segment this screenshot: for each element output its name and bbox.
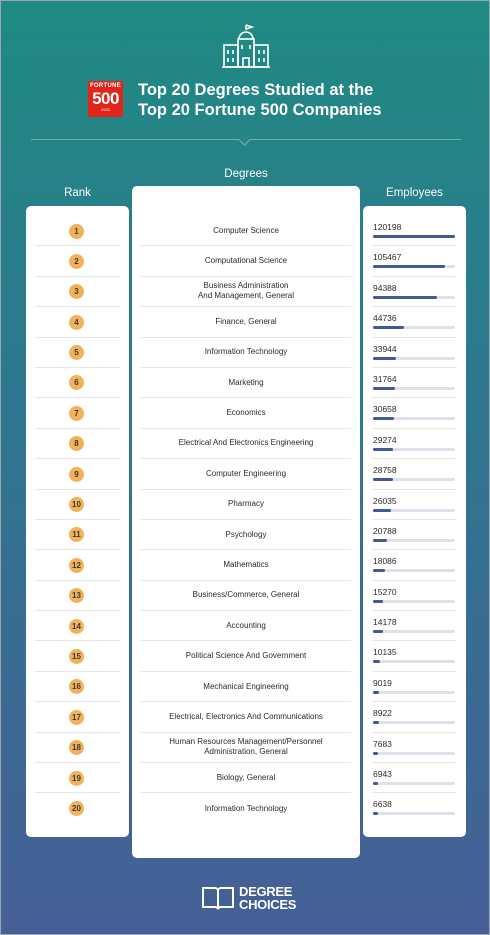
bar-track (373, 448, 455, 451)
employee-bar (373, 417, 394, 420)
degree-row (141, 398, 351, 428)
employee-row (372, 368, 457, 398)
bar-track (373, 782, 455, 785)
bar-track (373, 660, 455, 663)
employee-bar (373, 539, 387, 542)
degree-row (141, 459, 351, 489)
degrees-column-title: Degrees (224, 168, 268, 180)
degree-row (141, 550, 351, 580)
bar-track (373, 357, 455, 360)
rank-badge: 5 (69, 345, 84, 360)
employee-bar (373, 509, 391, 512)
degrees-list (132, 216, 360, 824)
rank-row (35, 459, 120, 489)
degree-row (141, 490, 351, 520)
rank-row (35, 277, 120, 307)
employee-count-label: 18086 (373, 556, 397, 567)
rank-row (35, 581, 120, 611)
rank-row (35, 338, 120, 368)
rank-badge: 9 (69, 467, 84, 482)
employee-row (372, 429, 457, 459)
rank-badge: 4 (69, 315, 84, 330)
employee-bar (373, 752, 378, 755)
degree-label: Information Technology (204, 803, 288, 813)
employee-row (372, 307, 457, 337)
degree-row (141, 611, 351, 641)
page-title (138, 80, 438, 120)
employee-bar (373, 448, 393, 451)
employee-bar (373, 812, 378, 815)
bar-track (373, 752, 455, 755)
fortune-logo-year: 2022 (101, 107, 110, 112)
degree-label: Economics (226, 408, 266, 418)
bar-track (373, 296, 455, 299)
rank-row (35, 763, 120, 793)
rank-badge: 2 (69, 254, 84, 269)
degree-row (141, 338, 351, 368)
employee-bar (373, 600, 383, 603)
rank-row (35, 398, 120, 428)
rank-badge: 10 (69, 497, 84, 512)
employees-list (363, 216, 466, 824)
degree-label: Finance, General (215, 316, 277, 326)
brand-line-2: CHOICES (239, 897, 297, 912)
brand-line-1: DEGREE (239, 884, 293, 899)
degree-row (141, 307, 351, 337)
title-line-1: Top 20 Degrees Studied at the (138, 81, 374, 99)
bar-track (373, 478, 455, 481)
employees-panel (363, 206, 466, 837)
rank-badge: 7 (69, 406, 84, 421)
employee-bar (373, 721, 379, 724)
employees-column-title: Employees (386, 187, 443, 199)
degree-row (141, 581, 351, 611)
rank-row (35, 307, 120, 337)
degree-label: Marketing (228, 377, 264, 387)
employee-count-label: 33944 (373, 343, 397, 354)
rank-badge: 16 (69, 679, 84, 694)
rank-badge: 17 (69, 710, 84, 725)
degree-row (141, 763, 351, 793)
university-building-icon (221, 23, 271, 69)
title-line-2: Top 20 Fortune 500 Companies (138, 101, 382, 119)
employee-row (372, 338, 457, 368)
degree-row (141, 216, 351, 246)
rank-badge: 12 (69, 558, 84, 573)
degree-row (141, 793, 351, 823)
degree-label: Computer Science (213, 225, 279, 235)
rank-badge: 8 (69, 436, 84, 451)
employee-bar (373, 478, 393, 481)
employee-bar (373, 357, 396, 360)
employee-count-label: 26035 (373, 495, 397, 506)
rank-row (35, 490, 120, 520)
employee-count-label: 120198 (373, 222, 402, 232)
rank-row (35, 550, 120, 580)
employee-count-label: 31764 (373, 373, 397, 384)
rank-badge: 14 (69, 619, 84, 634)
rank-row (35, 368, 120, 398)
bar-track (373, 539, 455, 542)
rank-column-title: Rank (64, 187, 91, 199)
employee-row (372, 672, 457, 702)
bar-track (373, 569, 455, 572)
bar-track (373, 812, 455, 815)
degree-label: Information Technology (204, 347, 288, 357)
rank-badge: 3 (69, 284, 84, 299)
bar-track (373, 509, 455, 512)
degree-row (141, 733, 351, 763)
employee-row (372, 641, 457, 671)
employee-bar (373, 569, 385, 572)
bar-track (373, 417, 455, 420)
rank-badge: 20 (69, 801, 84, 816)
bar-track (373, 235, 455, 238)
employee-count-label: 15270 (373, 586, 397, 597)
degree-label: Pharmacy (227, 499, 264, 509)
employee-count-label: 29274 (373, 434, 397, 445)
rank-badge: 6 (69, 375, 84, 390)
rank-badge: 18 (69, 740, 84, 755)
employee-bar (373, 691, 379, 694)
bar-track (373, 265, 455, 268)
rank-badge: 19 (69, 771, 84, 786)
rank-badge: 13 (69, 588, 84, 603)
employee-row (372, 246, 457, 276)
employee-count-label: 7683 (373, 738, 392, 749)
rank-row (35, 216, 120, 246)
rank-row (35, 520, 120, 550)
degree-label: Psychology (225, 529, 267, 539)
rank-row (35, 246, 120, 276)
employee-bar (373, 326, 404, 329)
bar-track (373, 600, 455, 603)
employee-count-label: 6943 (373, 769, 392, 780)
divider-notch (238, 133, 251, 146)
degree-row (141, 368, 351, 398)
degree-label: Computational Science (204, 256, 288, 266)
employee-bar (373, 630, 383, 633)
bar-track (373, 630, 455, 633)
rank-panel (26, 206, 129, 837)
degree-label: Mechanical Engineering (203, 681, 289, 691)
rank-row (35, 641, 120, 671)
rank-row (35, 702, 120, 732)
employee-count-label: 105467 (373, 252, 402, 263)
employee-row (372, 216, 457, 246)
degree-row (141, 429, 351, 459)
degree-row (141, 246, 351, 276)
employee-bar (373, 265, 445, 268)
degree-choices-logo (201, 881, 296, 915)
employee-row (372, 733, 457, 763)
degree-label: Biology, General (216, 772, 276, 782)
degree-row (141, 277, 351, 307)
employee-count-label: 30658 (373, 404, 397, 415)
employee-row (372, 763, 457, 793)
degree-row (141, 672, 351, 702)
bar-track (373, 721, 455, 724)
degrees-panel (132, 186, 360, 858)
degree-label: Accounting (226, 620, 266, 630)
degree-label: Business Administration And Management, General (197, 281, 295, 301)
employee-count-label: 6638 (373, 799, 392, 810)
rank-row (35, 733, 120, 763)
employee-row (372, 490, 457, 520)
employee-count-label: 10135 (373, 647, 397, 658)
employee-count-label: 28758 (373, 465, 397, 476)
brand-name (239, 885, 296, 911)
employee-row (372, 793, 457, 823)
rank-row (35, 793, 120, 823)
employee-bar (373, 296, 437, 299)
rank-row (35, 672, 120, 702)
degree-row (141, 702, 351, 732)
employee-row (372, 277, 457, 307)
employee-row (372, 581, 457, 611)
degree-row (141, 641, 351, 671)
degree-row (141, 520, 351, 550)
degree-label: Human Resources Management/Personnel Administration, General (169, 737, 323, 757)
employee-row (372, 702, 457, 732)
employee-bar (373, 782, 378, 785)
degree-label: Computer Engineering (205, 468, 287, 478)
employee-count-label: 14178 (373, 617, 397, 628)
bar-track (373, 691, 455, 694)
open-book-icon (201, 885, 235, 911)
employee-bar (373, 235, 455, 238)
degree-label: Political Science And Government (185, 651, 307, 661)
bar-track (373, 387, 455, 390)
fortune-logo-word: FORTUNE (89, 83, 122, 89)
fortune-500-logo (88, 81, 123, 117)
rank-list (26, 216, 129, 824)
rank-badge: 11 (69, 527, 84, 542)
employee-row (372, 398, 457, 428)
degree-label: Business/Commerce, General (192, 590, 300, 600)
rank-row (35, 611, 120, 641)
degree-label: Mathematics (223, 559, 269, 569)
employee-row (372, 611, 457, 641)
employee-count-label: 20788 (373, 525, 397, 536)
fortune-logo-number: 500 (92, 89, 119, 108)
employee-count-label: 9019 (373, 677, 392, 688)
employee-row (372, 520, 457, 550)
bar-track (373, 326, 455, 329)
rank-badge: 1 (69, 224, 84, 239)
employee-bar (373, 660, 380, 663)
employee-count-label: 44736 (373, 313, 397, 324)
rank-badge: 15 (69, 649, 84, 664)
employee-count-label: 94388 (373, 282, 397, 293)
rank-row (35, 429, 120, 459)
employee-bar (373, 387, 395, 390)
degree-label: Electrical, Electronics And Communications (169, 711, 323, 721)
employee-count-label: 8922 (373, 708, 392, 719)
employee-row (372, 459, 457, 489)
degree-label: Electrical And Electronics Engineering (178, 438, 314, 448)
employee-row (372, 550, 457, 580)
